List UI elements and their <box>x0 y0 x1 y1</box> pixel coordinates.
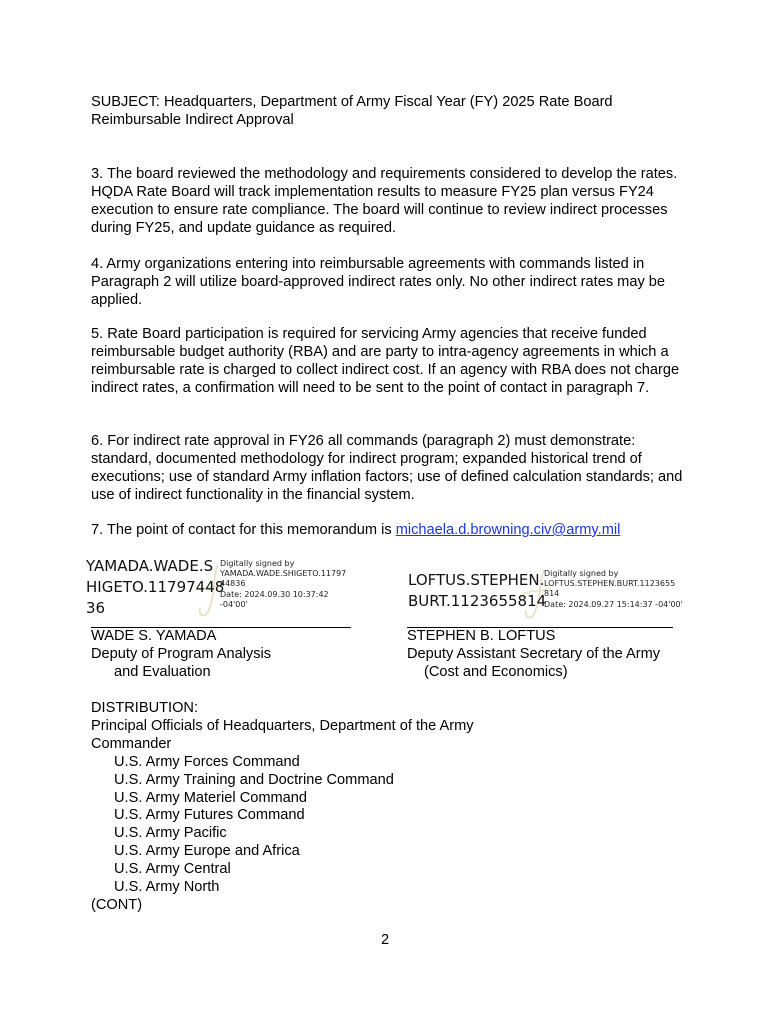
signature-date: Date: 2024.09.30 10:37:42 -04'00' <box>220 589 329 609</box>
list-item: U.S. Army Europe and Africa <box>114 843 300 860</box>
signer-common-name: YAMADA.WADE.S HIGETO.11797448 36 <box>86 557 225 617</box>
continued-marker: (CONT) <box>91 896 143 913</box>
signature-details <box>544 569 683 610</box>
paragraph-3: 3. The board reviewed the methodology and requirements considered to develop the rates. HQDA Rate Board will track implementation results to measure FY25 plan versus FY24 execution to ensure rate compliance. The board will continue to review indirect processes during FY25, and update guidance as required. <box>91 166 678 236</box>
signed-by-text: Digitally signed by YAMADA.WADE.SHIGETO.11797 44836 <box>220 559 347 589</box>
page-number: 2 <box>380 932 390 948</box>
paragraph-7-text: 7. The point of contact for this memorandum is <box>91 522 396 538</box>
signature-details <box>220 559 346 610</box>
list-item: U.S. Army Forces Command <box>114 753 300 770</box>
subject-line-2: Reimbursable Indirect Approval <box>91 111 294 128</box>
paragraph-6: 6. For indirect rate approval in FY26 all commands (paragraph 2) must demonstrate: standard, documented methodology for indirect program; expanded historical trend of executions; use of standard Army inflation factors; use of defined calculation standards; and use of indirect functionality in the financial system. <box>91 433 683 503</box>
distribution-list <box>91 700 474 915</box>
distribution-line: Principal Officials of Headquarters, Department of the Army <box>91 717 474 734</box>
signature-block-left <box>91 628 271 682</box>
paragraph-7 <box>91 522 691 540</box>
digital-signature-left[interactable] <box>86 556 356 624</box>
distribution-heading: DISTRIBUTION: <box>91 700 199 716</box>
poc-email-link[interactable]: michaela.d.browning.civ@army.mil <box>395 522 621 538</box>
paragraph-4: 4. Army organizations entering into reimbursable agreements with commands listed in Paragraph 2 will utilize board-approved indirect rates only. No other indirect rates may be applied. <box>91 256 666 308</box>
digital-signature-right[interactable] <box>408 566 688 622</box>
signature-block-right <box>407 628 660 682</box>
signer-name: STEPHEN B. LOFTUS <box>407 628 556 644</box>
paragraph-5: 5. Rate Board participation is required for servicing Army agencies that receive funded reimbursable budget authority (RBA) and are party to intra-agency agreements in which a reimbursable rate is charged to collect indirect cost. If an agency with RBA does not charge indirect rates, a confirmation will need to be sent to the point of contact in paragraph 7. <box>91 326 680 396</box>
list-item: U.S. Army Central <box>114 861 231 878</box>
signer-common-name: LOFTUS.STEPHEN. BURT.1123655814 <box>408 571 547 610</box>
signer-title: Deputy Assistant Secretary of the Army <box>407 645 661 662</box>
signed-by-text: Digitally signed by LOFTUS.STEPHEN.BURT.1123655 814 <box>544 569 676 599</box>
subject-line <box>91 94 691 130</box>
subject-line-1: SUBJECT: Headquarters, Department of Army Fiscal Year (FY) 2025 Rate Board <box>91 94 613 110</box>
list-item: U.S. Army Pacific <box>114 825 227 842</box>
signer-name: WADE S. YAMADA <box>91 628 217 644</box>
signer-title-continued: and Evaluation <box>114 663 211 680</box>
distribution-line: Commander <box>91 735 172 752</box>
list-item: U.S. Army Materiel Command <box>114 789 308 806</box>
signature-date: Date: 2024.09.27 15:14:37 -04'00' <box>544 599 683 609</box>
list-item: U.S. Army North <box>114 879 220 896</box>
signer-title-continued: (Cost and Economics) <box>424 663 568 680</box>
list-item: U.S. Army Futures Command <box>114 807 305 824</box>
signer-title: Deputy of Program Analysis <box>91 645 272 662</box>
list-item: U.S. Army Training and Doctrine Command <box>114 771 394 788</box>
